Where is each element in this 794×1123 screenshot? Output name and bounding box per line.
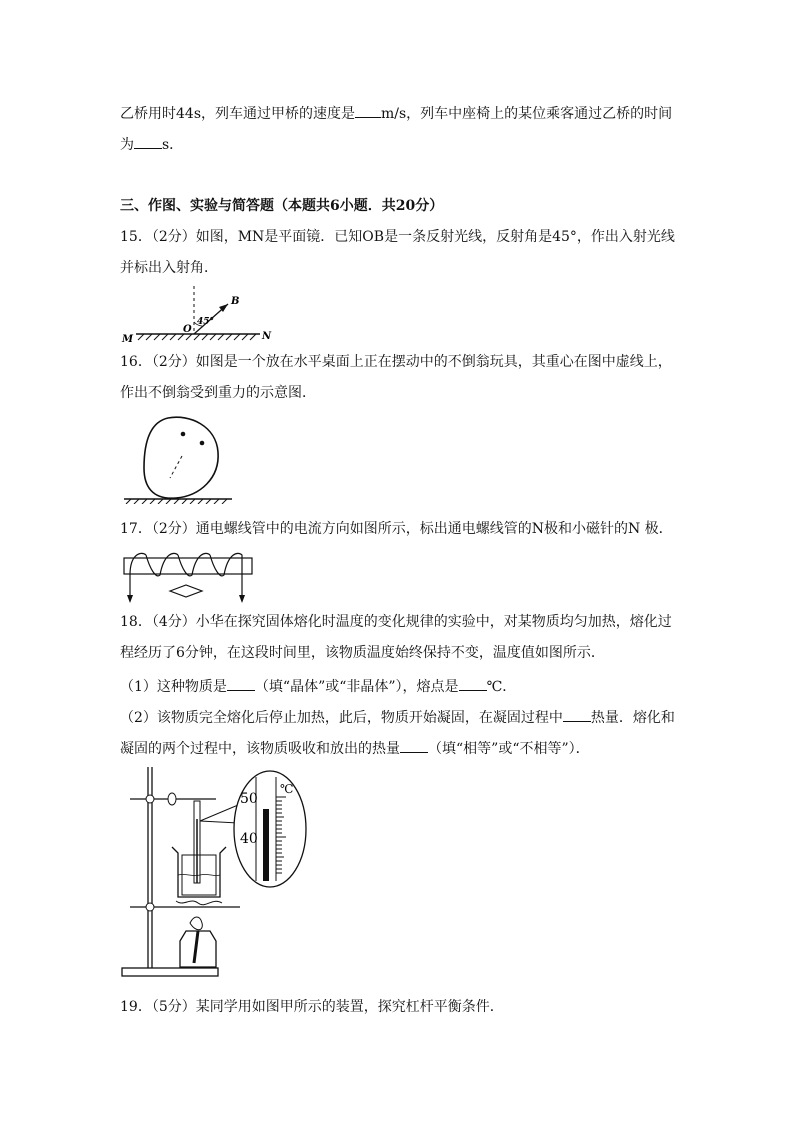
q14-line1-text-b: m/s，列车中座椅上的某位乘客通过乙桥的时间 bbox=[381, 106, 673, 122]
q18-line5-text-a: 凝固的两个过程中，该物质吸收和放出的热量 bbox=[120, 741, 400, 757]
q18-line4-text-a: （2）该物质完全熔化后停止加热，此后，物质开始凝固，在凝固过程中 bbox=[120, 710, 563, 726]
current-arrow-right bbox=[239, 595, 245, 603]
q17-solenoid-figure bbox=[116, 545, 260, 607]
solenoid-core bbox=[124, 558, 252, 574]
q14-time-blank[interactable] bbox=[134, 134, 162, 149]
q18-equal-blank[interactable] bbox=[400, 738, 428, 753]
q15-mirror-svg bbox=[118, 282, 278, 344]
burner-flame bbox=[190, 917, 202, 930]
label-b: B bbox=[231, 296, 240, 307]
ring-clamp-knob bbox=[146, 903, 154, 911]
top-clamp-holder bbox=[168, 793, 176, 805]
q18-line4-text-b: 热量．熔化和 bbox=[590, 710, 675, 726]
q18-line5-text-b: （填“相等”或“不相等”）． bbox=[428, 741, 590, 757]
q16-line1: 16．（2分）如图是一个放在水平桌面上正在摆动中的不倒翁玩具，其重心在图中虚线上， bbox=[120, 354, 672, 370]
q14-line1 bbox=[120, 103, 672, 123]
q14-line2-text-a: 为 bbox=[120, 137, 134, 153]
q18-line4 bbox=[120, 707, 675, 727]
q19-line1: 19．（5分）某同学用如图甲所示的装置，探究杠杆平衡条件． bbox=[120, 999, 504, 1015]
q14-line2 bbox=[120, 134, 183, 154]
q18-line3 bbox=[120, 676, 516, 696]
label-o: O bbox=[183, 324, 192, 335]
stand-base bbox=[122, 968, 218, 976]
magnifier-circle bbox=[234, 771, 306, 887]
scale-label-high: 50 bbox=[240, 791, 258, 807]
q16-tumbler-figure bbox=[120, 412, 236, 504]
q15-line2: 并标出入射角． bbox=[120, 260, 218, 276]
tumbler-eye-right bbox=[200, 441, 205, 446]
mirror-hatching bbox=[138, 334, 256, 340]
q18-line3-text-c: ℃． bbox=[486, 679, 517, 695]
q18-line1: 18．（4分）小华在探究固体熔化时温度的变化规律的实验中，对某物质均匀加热，熔化过 bbox=[120, 614, 672, 630]
lamp-wick bbox=[194, 931, 198, 963]
wire-gauze bbox=[176, 901, 222, 905]
q15-line1: 15．（2分）如图，MN是平面镜．已知OB是一条反射光线，反射角是45°，作出入射光线 bbox=[120, 229, 675, 245]
q14-line1-text-a: 乙桥用时44s，列车通过甲桥的速度是 bbox=[120, 106, 355, 122]
label-n: N bbox=[262, 331, 272, 342]
q15-mirror-figure bbox=[118, 282, 278, 344]
q18-apparatus-svg bbox=[120, 763, 320, 983]
small-magnetic-needle bbox=[170, 585, 202, 597]
angle-label: 45° bbox=[197, 317, 215, 327]
q14-speed-blank[interactable] bbox=[355, 103, 381, 118]
scale-label-low: 40 bbox=[240, 831, 258, 847]
q17-solenoid-svg bbox=[116, 545, 260, 607]
scale-unit: ℃ bbox=[280, 782, 294, 796]
label-m: M bbox=[122, 334, 134, 344]
section3-heading: 三、作图、实验与简答题（本题共6小题．共20分） bbox=[120, 198, 444, 214]
scale-liquid-column bbox=[263, 809, 269, 881]
q18-substance-type-blank[interactable] bbox=[227, 676, 255, 691]
top-clamp-knob bbox=[146, 795, 154, 803]
callout-pointer bbox=[200, 805, 238, 823]
q18-melting-point-blank[interactable] bbox=[459, 676, 487, 691]
q16-line2: 作出不倒翁受到重力的示意图． bbox=[120, 385, 316, 401]
q18-line3-text-a: （1）这种物质是 bbox=[120, 679, 227, 695]
current-arrow-left bbox=[127, 595, 133, 603]
q18-line5 bbox=[120, 738, 590, 758]
q14-line2-text-b: s． bbox=[162, 137, 184, 153]
tumbler-eye-left bbox=[181, 432, 186, 437]
q18-line2: 程经历了6分钟，在这段时间里，该物质温度始终保持不变，温度值如图所示． bbox=[120, 645, 605, 661]
center-of-gravity-dashed-line bbox=[170, 456, 182, 478]
q18-apparatus-figure bbox=[120, 763, 320, 983]
q18-line3-text-b: （填“晶体”或“非晶体”），熔点是 bbox=[254, 679, 459, 695]
q18-heat-blank[interactable] bbox=[563, 707, 591, 722]
q17-line1: 17．（2分）通电螺线管中的电流方向如图所示，标出通电螺线管的N极和小磁针的N 极． bbox=[120, 521, 673, 537]
q16-tumbler-svg bbox=[120, 412, 236, 504]
